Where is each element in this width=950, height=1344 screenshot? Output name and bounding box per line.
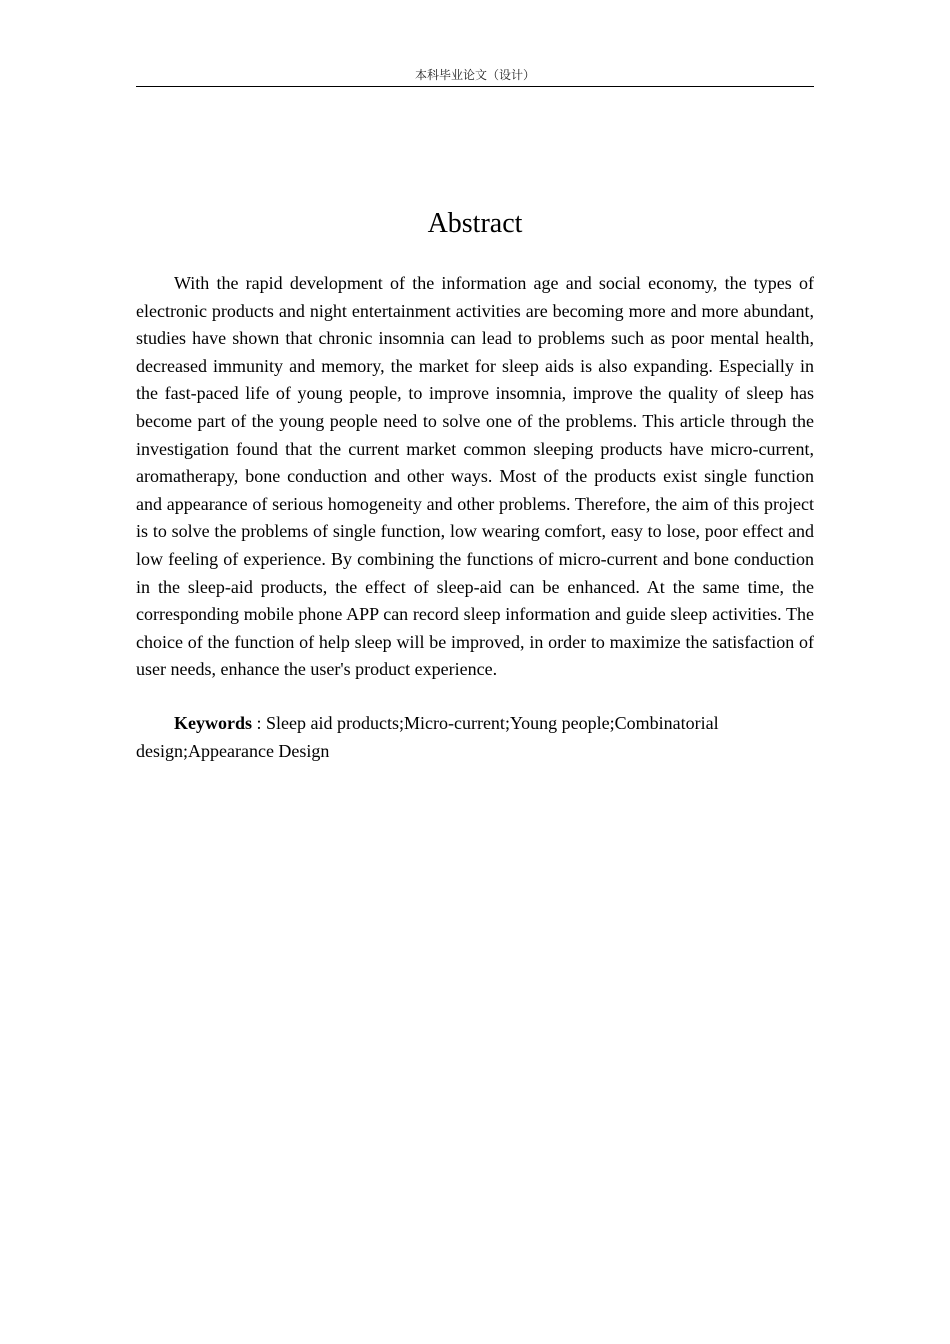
keywords-label: Keywords [174, 713, 252, 733]
abstract-body: With the rapid development of the information age and social economy, the types of electronic products and night entertainment activities are becoming more and more abundant, studies have shown that chronic insomnia can lead to problems such as poor mental health, decreased immunity and memory, the market for sleep aids is also expanding. Especially in the fast-paced life of young people, to improve insomnia, improve the quality of sleep has become part of the young people need to solve one of the problems. This article through the investigation found that the current market common sleeping products have micro-current, aromatherapy, bone conduction and other ways. Most of the products exist single function and appearance of serious homogeneity and other problems. Therefore, the aim of this project is to solve the problems of single function, low wearing comfort, easy to lose, poor effect and low feeling of experience. By combining the functions of micro-current and bone conduction in the sleep-aid products, the effect of sleep-aid can be enhanced. At the same time, the corresponding mobile phone APP can record sleep information and guide sleep activities. The choice of the function of help sleep will be improved, in order to maximize the satisfaction of user needs, enhance the user's product experience. [136, 273, 814, 680]
page-header [136, 66, 814, 87]
keywords-separator: : [252, 713, 267, 733]
keywords-text: Sleep aid products;Micro-current;Young people;Combinatorial design;Appearance Design [136, 713, 719, 761]
abstract-title: Abstract [427, 208, 523, 239]
header-text: 本科毕业论文（设计） [414, 68, 535, 82]
keywords-paragraph [136, 710, 814, 765]
